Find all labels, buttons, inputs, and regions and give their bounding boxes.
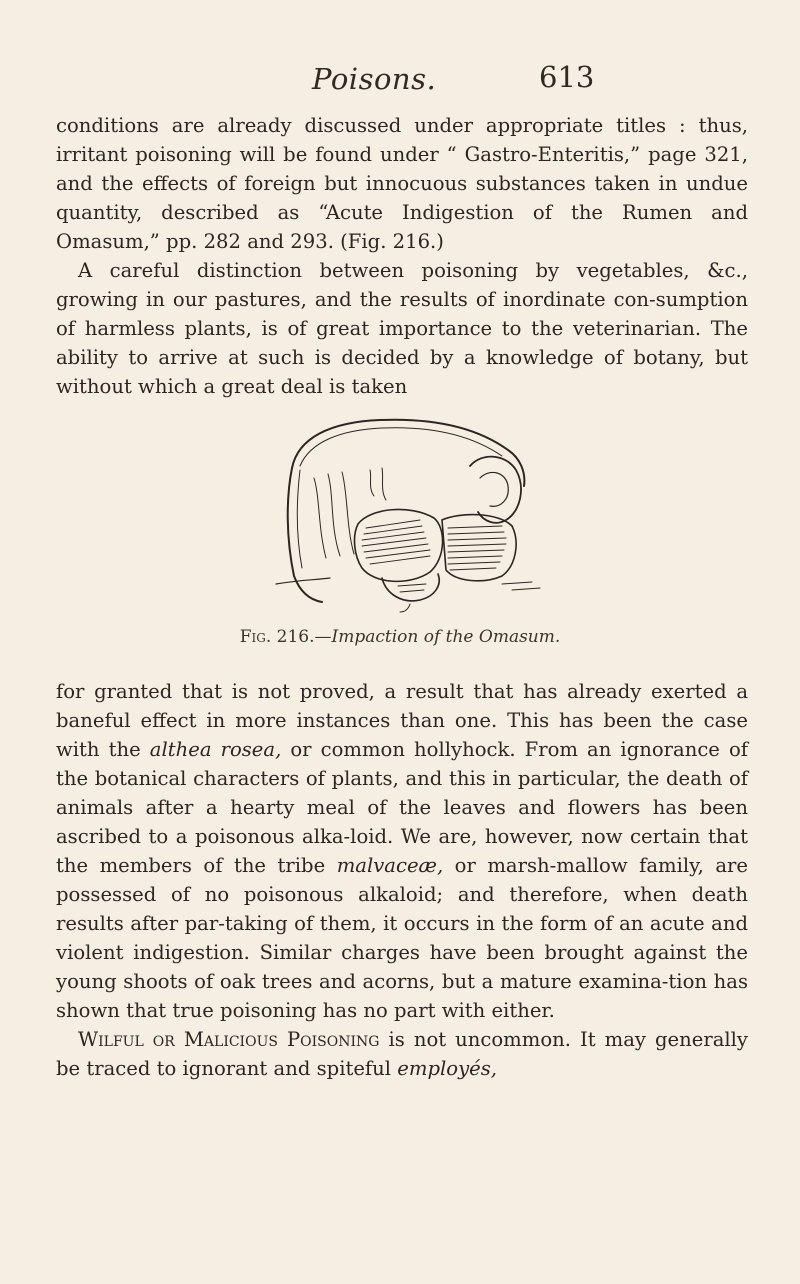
text-block-bottom [56,677,748,1083]
paragraph-text: is not uncommon. It may generally be traced to ignorant and spiteful [56,1028,749,1080]
latin-term: malvaceæ, [336,854,444,877]
paragraph-continuation: conditions are already discussed under appropriate titles : thus, irritant poisoning will be found under “ Gastro-Enteritis,” page 321, and the effects of foreign but innocuous substances taken in undue quantity, described as “Acute Indigestion of the Rumen and Omasum,” pp. 282 and 293. (Fig. 216.) [56,114,748,253]
page-number: 613 [539,60,595,94]
paragraph-text: or common hollyhock. From an ignorance of the botanical characters of plants, and this in particular, the death of animals after a hearty meal of the leaves and flowers has been ascribed to a poisonous alka-loid. We are, however, now certain that the members of the tribe [56,738,749,877]
omasum-engraving-icon [270,408,545,613]
figure-caption [0,627,800,647]
text-block-top [56,111,748,401]
figure-illustration [270,408,545,613]
paragraph-text: for granted that is not proved, a result that has already exerted a baneful effect in more instances than one. This has been the case with the [56,680,748,761]
running-head [0,52,800,96]
paragraph-wilful-poisoning [56,1025,748,1083]
figure-label: Fig. 216.— [239,627,332,647]
italic-term: employés, [397,1057,498,1080]
paragraph-text: or marsh-mallow family, are possessed of no poisonous alkaloid; and therefore, when death results after par-taking of them, it occurs in the form of an acute and violent indigestion. Similar charges have been brought against the young shoots of oak trees and acorns, but a mature examina-tion has shown that true poisoning has no part with either. [56,854,749,1022]
running-title: Poisons. [312,62,437,96]
paragraph-careful-distinction: A careful distinction between poisoning by vegetables, &c., growing in our pastures, and the results of inordinate con-sumption of harmless plants, is of great importance to the veterinarian. The ability to arrive at such is decided by a knowledge of botany, but without which a great deal is taken [56,259,748,398]
figure-title: Impaction of the Omasum. [331,627,561,647]
section-heading: Wilful or Malicious Poisoning [78,1028,380,1051]
paragraph-granted [56,677,748,1025]
latin-term: althea rosea, [149,738,282,761]
